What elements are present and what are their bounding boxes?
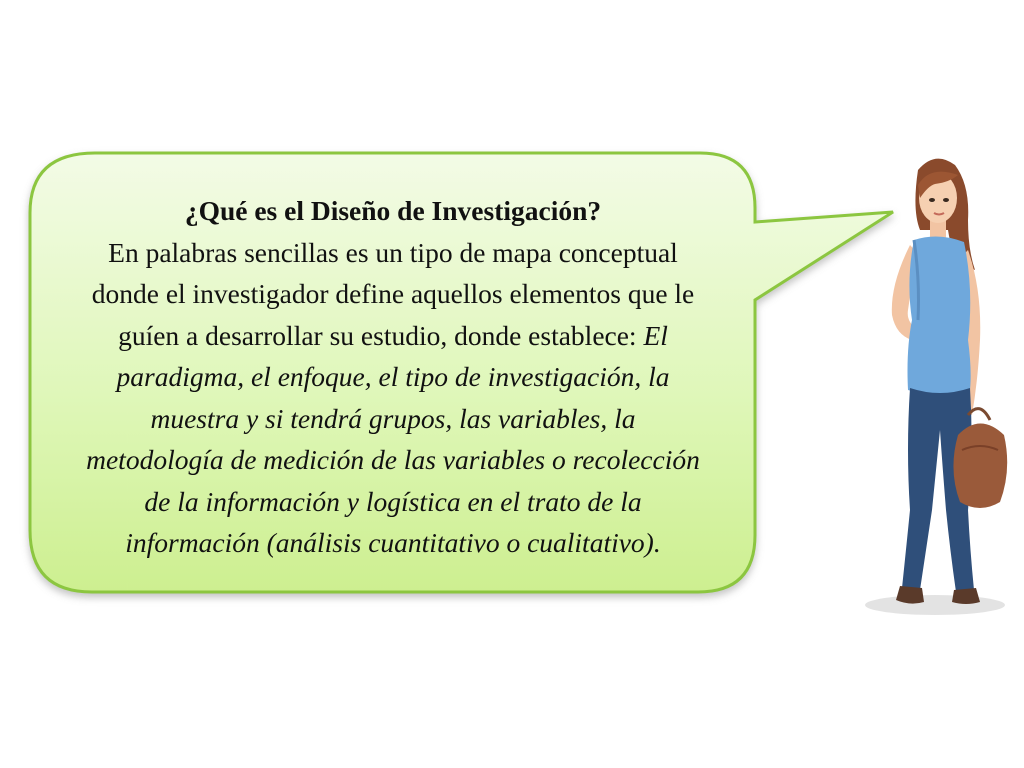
- bubble-line-2: donde el investigador define aquellos elementos que le: [91, 278, 695, 309]
- bubble-line-3-plain: guíen a desarrollar su estudio, donde establece:: [118, 319, 644, 351]
- bubble-line-1: En palabras sencillas es un tipo de mapa conceptual: [108, 236, 678, 268]
- bubble-text: [48, 190, 738, 564]
- bubble-line-6: metodología de medición de las variables o recolección: [86, 444, 700, 475]
- woman-with-handbag-icon: [840, 150, 1020, 620]
- bubble-title: ¿Qué es el Diseño de Investigación?: [184, 195, 602, 226]
- bubble-line-3-italic: El: [643, 319, 668, 351]
- bubble-line-3: [48, 315, 738, 357]
- bubble-line-4: paradigma, el enfoque, el tipo de investigación, la: [116, 361, 670, 392]
- bubble-line-5: muestra y si tendrá grupos, las variables, la: [150, 402, 636, 434]
- bubble-line-8: información (análisis cuantitativo o cualitativo).: [125, 527, 661, 558]
- bubble-line-7: de la información y logística en el trato de la: [144, 485, 642, 517]
